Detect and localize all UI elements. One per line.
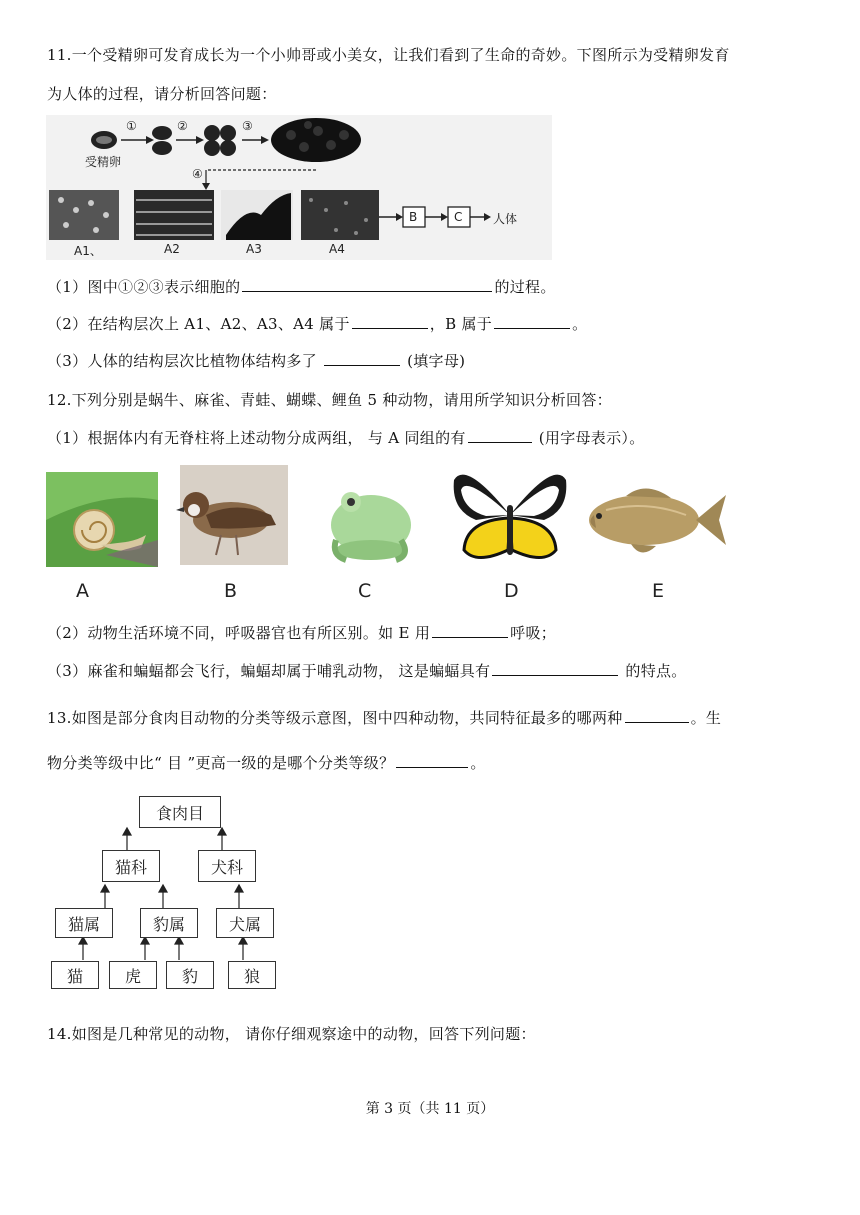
q13-classification-tree <box>45 790 285 995</box>
species-tiger-box: 虎 <box>109 961 157 989</box>
cell-mass <box>271 118 361 162</box>
q12-sub2 <box>47 622 556 643</box>
tissue-a1-label: A1、 <box>74 244 102 258</box>
snail-image <box>46 472 158 567</box>
q12-sub2-text: （2）动物生活环境不同，呼吸器官也有所区别。如 E 用 <box>47 624 431 642</box>
species-cat-box: 猫 <box>51 961 99 989</box>
q14-intro: 14.如图是几种常见的动物， 请你仔细观察途中的动物，回答下列问题： <box>47 1025 536 1043</box>
q11-sub2-text: （2）在结构层次上 A1、A2、A3、A4 属于 <box>47 315 350 333</box>
four-cell-stage <box>204 125 236 156</box>
q12-sub3-suffix: 的特点。 <box>620 662 687 680</box>
tissue-a3-label: A3 <box>246 242 262 256</box>
step-1-label: ① <box>126 119 137 133</box>
genus-felis-box: 猫属 <box>55 908 113 938</box>
fertilized-egg-label: 受精卵 <box>85 155 122 169</box>
q11-sub3 <box>47 350 465 371</box>
q11-sub1-answer-blank[interactable] <box>242 277 492 292</box>
animal-label-a: A <box>76 580 89 602</box>
animal-label-b: B <box>224 580 238 602</box>
q11-sub2-answer-blank-1[interactable] <box>352 314 428 329</box>
q12-sub3-answer-blank[interactable] <box>492 661 618 676</box>
family-felidae-box: 猫科 <box>102 850 160 882</box>
q13-line2 <box>47 752 486 773</box>
butterfly-image <box>454 475 567 558</box>
human-body-label: 人体 <box>493 212 518 226</box>
family-canidae-box: 犬科 <box>198 850 256 882</box>
q11-intro-line1: 11.一个受精卵可发育成长为一个小帅哥或小美女，让我们看到了生命的奇妙。下图所示为受精卵发育 <box>47 46 730 64</box>
q11-sub1-suffix: 的过程。 <box>494 278 556 296</box>
sparrow-image <box>176 465 288 565</box>
genus-panthera-box: 豹属 <box>140 908 198 938</box>
step-2-label: ② <box>177 119 188 133</box>
tissue-a2-label: A2 <box>164 242 180 256</box>
frog-image <box>331 492 411 560</box>
carp-image <box>589 488 726 552</box>
q12-sub1-suffix: (用字母表示）。 <box>533 429 645 447</box>
cell-division-diagram <box>46 115 552 260</box>
tissue-a4-label: A4 <box>329 242 345 256</box>
tissue-a2-image <box>134 190 214 240</box>
q12-sub2-answer-blank[interactable] <box>432 623 508 638</box>
q12-sub2-suffix: 呼吸； <box>510 624 557 642</box>
q11-sub1 <box>47 276 556 297</box>
q12-sub3-text: （3）麻雀和蝙蝠都会飞行，蝙蝠却属于哺乳动物， 这是蝙蝠具有 <box>47 662 491 680</box>
q12-sub1 <box>47 427 645 448</box>
page-footer: 第 3 页（共 11 页） <box>365 1101 495 1117</box>
q12-sub3 <box>47 660 687 681</box>
q13-line1-text: 13.如图是部分食肉目动物的分类等级示意图，图中四种动物，共同特征最多的哪两种 <box>47 709 623 727</box>
q13-line1 <box>47 707 721 728</box>
animal-label-c: C <box>358 580 372 602</box>
q11-intro-line2: 为人体的过程，请分析回答问题： <box>47 85 277 103</box>
q11-sub2-mid: ，B 属于 <box>429 315 493 333</box>
genus-canis-box: 犬属 <box>216 908 274 938</box>
q13-answer-blank-1[interactable] <box>625 708 689 723</box>
q13-line2-suffix: 。 <box>470 754 486 772</box>
step-4-label: ④ <box>192 167 203 181</box>
q12-sub1-answer-blank[interactable] <box>468 428 532 443</box>
q12-intro: 12.下列分别是蜗牛、麻雀、青蛙、蝴蝶、鲤鱼 5 种动物，请用所学知识分析回答： <box>47 391 612 409</box>
q13-line1-suffix: 。生 <box>690 709 722 727</box>
q11-development-figure <box>46 115 552 260</box>
q13-line2-text: 物分类等级中比“ 目 ”更高一级的是哪个分类等级？ <box>47 754 395 772</box>
q11-sub2-answer-blank-2[interactable] <box>494 314 570 329</box>
q11-sub2 <box>47 313 587 334</box>
q11-sub3-suffix: (填字母) <box>402 352 466 370</box>
animal-label-e: E <box>652 580 665 602</box>
q12-animals-figure <box>46 460 736 610</box>
animal-label-d: D <box>504 580 519 602</box>
q12-sub1-text: （1）根据体内有无脊柱将上述动物分成两组， 与 A 同组的有 <box>47 429 466 447</box>
tissue-a4-image <box>301 190 379 240</box>
species-wolf-box: 狼 <box>228 961 276 989</box>
q13-answer-blank-2[interactable] <box>396 753 468 768</box>
order-carnivora-box: 食肉目 <box>139 796 221 828</box>
two-cell-stage <box>152 126 172 140</box>
step-3-label: ③ <box>242 119 253 133</box>
animals-illustration <box>46 460 736 610</box>
q11-sub3-answer-blank[interactable] <box>324 351 400 366</box>
q11-sub2-suffix: 。 <box>572 315 588 333</box>
q11-sub3-text: （3）人体的结构层次比植物体结构多了 <box>47 352 323 370</box>
organ-b-label: B <box>409 210 418 224</box>
system-c-label: C <box>454 210 463 224</box>
species-leopard-box: 豹 <box>166 961 214 989</box>
q11-sub1-text: （1）图中①②③表示细胞的 <box>47 278 241 296</box>
